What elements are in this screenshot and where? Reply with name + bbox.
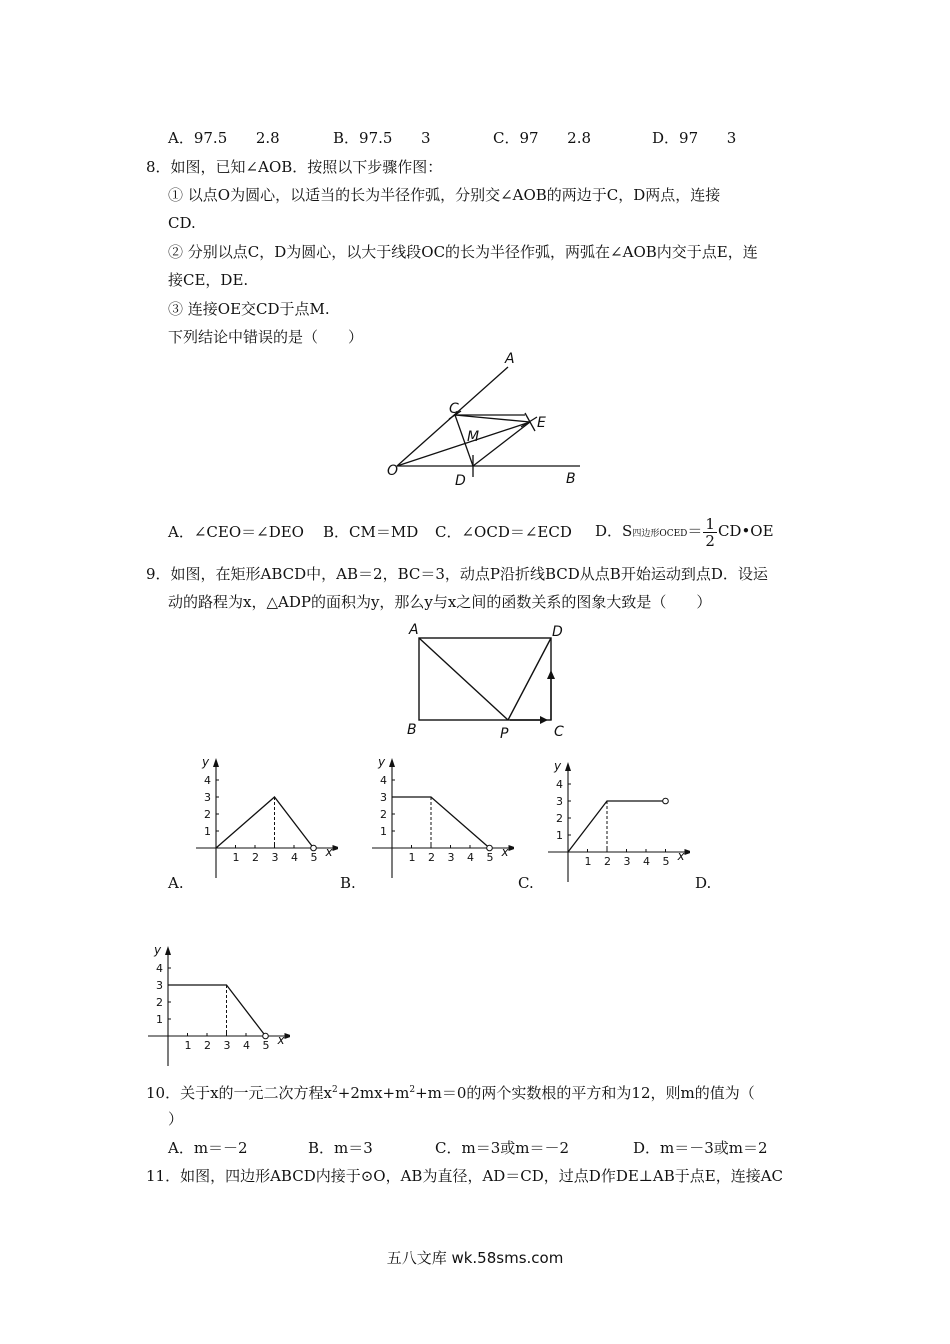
graph-d [140,930,290,1070]
q8-option-c: C．∠OCD＝∠ECD [435,523,572,541]
q8-option-b: B．CM＝MD [323,523,419,541]
y-tick-label: 1 [156,1013,163,1026]
q7-option-a: A．97.5 2.8 [168,129,280,147]
y-axis-label: y [554,759,562,773]
x-arrow [333,845,339,851]
q8-stem: 8．如图，已知∠AOB．按照以下步骤作图： [146,158,443,176]
x-tick-label: 2 [604,855,611,868]
rect-label-c: C [554,724,564,740]
x-tick-label: 4 [643,855,650,868]
y-arrow [213,758,219,767]
x-tick-label: 4 [467,851,474,864]
q10-option-b: B．m＝3 [308,1139,373,1157]
y-tick-label: 4 [156,962,163,975]
x-tick-label: 3 [623,855,631,868]
rect-label-d: D [552,624,563,640]
x-axis-label: x [501,845,509,859]
x-tick-label: 3 [271,851,279,864]
y-tick-label: 2 [380,808,387,821]
x-tick-label: 1 [232,851,240,864]
q8-question: 下列结论中错误的是（ ） [168,328,364,346]
y-arrow [565,762,571,771]
y-tick-label: 3 [380,791,387,804]
q10-line1: 10．关于x的一元二次方程$x^2+2mx+m^2+m=0$的两个实数根的平方和为12，则m的值为（ [146,1084,755,1102]
x-arrow [285,1033,291,1039]
series-line [216,797,314,848]
q10-option-a: A．m＝－2 [168,1139,248,1157]
q7-option-d: D．97 3 [652,129,737,147]
open-endpoint [263,1033,269,1039]
x-axis-label: x [277,1033,285,1047]
x-tick-label: 3 [447,851,455,864]
series-line [568,801,666,852]
q9-line1: 9．如图，在矩形ABCD中，AB＝2，BC＝3，动点P沿折线BCD从点B开始运动到点D．设运 [146,565,768,583]
x-arrow [685,849,691,855]
open-endpoint [487,845,493,851]
rect-label-p: P [500,726,509,742]
x-tick-label: 2 [428,851,435,864]
y-axis-label: y [378,755,386,769]
x-tick-label: 5 [310,851,318,864]
y-tick-label: 2 [556,812,563,825]
x-tick-label: 4 [291,851,298,864]
q10-option-d: D．m＝－3或m＝2 [633,1139,768,1157]
x-arrow [509,845,515,851]
q11-line1: 11．如图，四边形ABCD内接于⊙O，AB为直径，AD＝CD，过点D作DE⊥AB于点E，连接AC [146,1167,784,1185]
y-tick-label: 1 [204,825,211,838]
y-arrow [389,758,395,767]
label-a: A [505,351,515,367]
q8-step1a: ① 以点O为圆心，以适当的长为半径作弧，分别交∠AOB的两边于C，D两点，连接 [168,186,721,204]
x-tick-label: 3 [223,1039,231,1052]
x-axis-label: x [325,845,333,859]
y-tick-label: 1 [380,825,387,838]
q9-rectangle-figure [400,620,580,742]
y-axis-label: y [202,755,210,769]
y-tick-label: 4 [204,774,211,787]
label-m: M [467,429,480,445]
label-b: B [566,471,576,487]
label-e: E [537,415,546,431]
label-d: D [455,473,466,489]
y-tick-label: 2 [204,808,211,821]
y-tick-label: 3 [204,791,211,804]
q8-step2b: 接CE，DE. [168,271,249,289]
x-tick-label: 1 [584,855,592,868]
footer-watermark: 五八文库 wk.58sms.com [386,1249,564,1267]
q8-step3: ③ 连接OE交CD于点M. [168,300,330,318]
rect-label-b: B [407,722,417,738]
y-tick-label: 4 [380,774,387,787]
y-axis-label: y [154,943,162,957]
x-tick-label: 5 [262,1039,270,1052]
x-tick-label: 2 [252,851,259,864]
rect-label-a: A [409,622,419,638]
graph-b [364,742,514,882]
series-line [392,797,490,848]
graph-option-b-label: B. [340,874,356,892]
open-endpoint [663,798,669,804]
q7-option-b: B．97.5 3 [333,129,431,147]
q7-option-c: C．97 2.8 [493,129,592,147]
q10-option-c: C．m＝3或m＝－2 [435,1139,570,1157]
q8-step1b: CD. [168,214,196,232]
x-tick-label: 4 [243,1039,250,1052]
fraction-half: $\frac{1}{2}$ [705,514,715,550]
q8-option-a: A．∠CEO＝∠DEO [168,523,304,541]
x-axis-label: x [677,849,685,863]
y-tick-label: 1 [556,829,563,842]
x-tick-label: 1 [184,1039,192,1052]
graph-a [188,742,338,882]
x-tick-label: 5 [662,855,670,868]
y-tick-label: 3 [556,795,563,808]
q8-option-d: D．S四边形OCED＝ $\frac{1}{2}$ CD•OE [595,514,774,550]
graph-option-c-label: C. [518,874,534,892]
q8-angle-figure [375,345,595,495]
label-o: O [387,463,399,479]
x-tick-label: 5 [486,851,494,864]
x-tick-label: 2 [204,1039,211,1052]
graph-option-a-label: A. [168,874,184,892]
open-endpoint [311,845,317,851]
series-line [168,985,266,1036]
graph-c [540,746,690,886]
x-tick-label: 1 [408,851,416,864]
q9-line2: 动的路程为x，△ADP的面积为y，那么y与x之间的函数关系的图象大致是（ ） [168,593,712,611]
y-arrow [165,946,171,955]
label-c: C [449,401,459,417]
y-tick-label: 3 [156,979,163,992]
y-tick-label: 2 [156,996,163,1009]
q8-step2a: ② 分别以点C，D为圆心，以大于线段OC的长为半径作弧，两弧在∠AOB内交于点E，连 [168,243,758,261]
y-tick-label: 4 [556,778,563,791]
q10-line2: ） [168,1110,184,1128]
graph-option-d-label: D. [695,874,712,892]
